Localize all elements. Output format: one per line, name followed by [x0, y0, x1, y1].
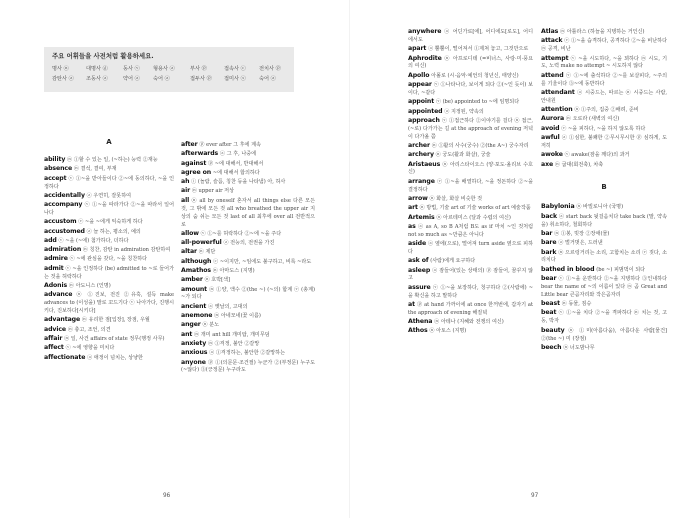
entry-definition: ⓝ ①할 수 있는 일, (~하는) 능력 ②재능 [67, 157, 158, 163]
entry-headword: accompany [44, 201, 83, 209]
entry-headword: attempt [541, 54, 569, 62]
legend-item: 전치사 ⓟ [259, 66, 281, 72]
dictionary-entry [408, 28, 533, 45]
entry-definition: ⓐ ①걱정하는, 불안한 ②갈망하는 [209, 350, 286, 357]
dictionary-entry [44, 265, 174, 282]
dictionary-entry [408, 142, 533, 151]
entry-headword: assure [408, 283, 431, 291]
dictionary-entry [408, 178, 533, 195]
dictionary-entry [181, 187, 315, 196]
entry-definition: ⓐ 벌거벗은, 드러낸 [558, 240, 603, 247]
dictionary-entry [181, 178, 315, 187]
dictionary-entry [181, 321, 315, 330]
dictionary-entry [44, 156, 174, 165]
entry-headword: at [408, 300, 415, 308]
dictionary-entry [541, 249, 667, 266]
entry-definition: ⓥ ①~을 배열하다, ~을 정돈하다 ②~을 결정하다 [408, 178, 533, 193]
entry-definition: ⓝ 아도니스 (인명) [68, 282, 111, 289]
legend-item: 조동사 ⓐ [86, 76, 108, 82]
dictionary-entry [181, 340, 315, 349]
entry-definition: ⓐ 애정이 넘치는, 상냥한 [87, 354, 143, 361]
entry-definition: ⓟ at hand 가까이에 at once 한꺼번에, 갑자기 at the approach of evening 해질녘 [408, 301, 533, 316]
dictionary-entry [181, 160, 315, 169]
entry-definition: ⓥ ~에 영향을 미치다 [65, 345, 115, 352]
entry-headword: beech [541, 343, 562, 351]
entry-headword: appear [408, 81, 432, 88]
dictionary-entry [408, 195, 533, 204]
entry-headword: advance [44, 291, 73, 299]
entry-definition: ⓐ ①심한, 불쾌한 ②무시무시한 ⓟ 심하게, 도저히 [541, 135, 668, 149]
entry-headword: attendant [541, 88, 575, 96]
entry-definition: ⓝ 아리스타이오스 (양·포도·올리브 수호신) [408, 161, 533, 176]
dictionary-entry [408, 327, 533, 336]
dictionary-entry [408, 108, 533, 117]
dictionary-entry [181, 239, 315, 248]
dictionary-column-1 [44, 138, 175, 363]
legend-item: 접미사 ⓢ [224, 76, 246, 82]
entry-definition: ⓝ 아프로디테 (=비너스, 사랑·미·풍요의 여신) [408, 55, 533, 70]
dictionary-entry [181, 230, 315, 239]
entry-headword: as [408, 222, 416, 230]
legend-item: 숙어 ⓐ [153, 76, 170, 82]
entry-definition: ⓝ 결석, 결여, 부재 [73, 166, 117, 173]
entry-headword: accustomed [44, 227, 85, 235]
entry-headword: advice [44, 325, 67, 333]
legend-item: 접속사 ⓒ [224, 66, 246, 72]
dictionary-entry [44, 354, 174, 363]
dictionary-entry [44, 344, 174, 353]
entry-headword: anxious [181, 349, 208, 357]
entry-definition: ⓥ ①~을 치다 ②~을 격파하다 ⓝ 치는 것, 고동, 박자 [541, 310, 667, 325]
entry-headword: archery [408, 151, 434, 159]
dictionary-entry [541, 161, 667, 170]
entry-headword: affectionate [44, 353, 86, 361]
entry-headword: Apollo [408, 71, 430, 79]
entry-headword: bare [541, 239, 557, 247]
entry-definition: ⓐ 시중드는, 따르는 ⓝ 시중드는 사람, 안내원 [541, 89, 667, 104]
dictionary-entry [181, 286, 315, 303]
entry-headword: altar [181, 248, 197, 256]
entry-headword: admiration [44, 246, 82, 254]
legend-item: 명사 ⓝ [52, 66, 69, 72]
dictionary-entry [181, 248, 315, 257]
dictionary-entry [181, 197, 315, 230]
dictionary-entry [541, 37, 667, 54]
entry-definition: ⓝ 칭찬, 감탄 in admiration 감탄하여 [82, 247, 171, 254]
dictionary-entry [541, 300, 667, 309]
dictionary-column-2 [181, 141, 315, 376]
entry-headword: accept [44, 174, 67, 182]
dictionary-entry [44, 316, 174, 325]
entry-headword: air [181, 187, 191, 195]
entry-definition: ⓐ 어딘가로[에], 어디에도[로도], 어디에서도 [408, 29, 534, 43]
dictionary-entry [408, 240, 533, 257]
entry-headword: ability [44, 156, 66, 163]
entry-definition: ⓝ upper air 저상 [191, 188, 234, 195]
entry-definition: ⓝ 아르테미스 (달과 수렵의 여신) [436, 214, 511, 221]
entry-list [541, 28, 667, 169]
entry-definition: ⓥ ①~에 출석하다 ②~를 보살피다, ~주의를 기울이다 ③~에 동반하다 [541, 72, 667, 87]
entry-headword: absence [44, 165, 73, 173]
page-number-right: 97 [531, 492, 539, 499]
entry-definition: ⓝ 분노 [202, 322, 220, 329]
entry-definition: ⓥ ①~을 습격하다, 공격하다 ②~을 비난하다 ⓝ 공격, 비난 [541, 38, 668, 53]
dictionary-entry [541, 28, 667, 37]
entry-headword: bathed in blood [541, 265, 595, 273]
dictionary-entry [181, 150, 315, 159]
dictionary-entry [408, 72, 533, 81]
entry-definition: ⓥ awake(잠을 깨다)의 과거 [564, 152, 630, 159]
entry-headword: art [408, 204, 418, 212]
dictionary-entry [181, 303, 315, 312]
entry-headword: ask of [408, 257, 429, 265]
entry-headword: appointed [408, 107, 443, 115]
dictionary-entry [541, 344, 667, 353]
dictionary-entry [44, 282, 174, 291]
entry-headword: admire [44, 255, 68, 263]
entry-definition: ⓝ 일, 사건 affairs of state 정무(행정 사무) [64, 335, 165, 342]
dictionary-entry [44, 291, 174, 316]
entry-definition: ⓐ 우연히, 잘못하여 [86, 192, 132, 199]
dictionary-entry [181, 276, 315, 285]
entry-headword: approach [408, 116, 440, 124]
entry-headword: amber [181, 276, 203, 284]
entry-definition: ~에 대해서 합의하다 [212, 169, 260, 176]
entry-list [44, 156, 174, 362]
dictionary-entry [408, 223, 533, 240]
entry-definition: ⓟ ever after 그 후에 계속 [199, 142, 261, 148]
entry-definition: ⓝ 방법, 기술 art of 기술 works of art 예술작품 [419, 205, 531, 212]
entry-definition: ⓝ 너도밤나무 [563, 344, 595, 351]
entry-headword: anemone [181, 312, 213, 320]
dictionary-entry [541, 55, 667, 72]
entry-definition: ⓝ 제단 [198, 249, 216, 256]
dictionary-entry [541, 203, 667, 212]
dictionary-entry [181, 169, 315, 178]
dictionary-entry [408, 151, 533, 160]
entry-headword: all [181, 196, 190, 204]
dictionary-entry [541, 72, 667, 89]
entry-headword: accidentally [44, 191, 85, 199]
dictionary-entry [408, 204, 533, 213]
entry-headword: Babylonia [541, 203, 575, 211]
entry-definition: ⓐ 늘 하는, 평소의, 예의 [86, 228, 141, 235]
entry-definition: ⓐ 지정된, 약속의 [444, 108, 484, 115]
dictionary-entry [541, 239, 667, 248]
entry-definition: ⓥ ①~을 따라가다 ②~을 따라서 일어나다 [44, 202, 174, 216]
entry-definition: ⓥ ①~을 보장하다, 청구하다 ②(사람에) ~을 확신을 하고 말하다 [408, 284, 533, 299]
entry-definition: ⓝ 아테나 (지혜와 전쟁의 여신) [434, 319, 504, 326]
entry-definition: ⓐ 잠들어(있는 상태의) ⓟ 잠들어, 꿈꾸지 않고 [408, 267, 533, 282]
dictionary-entry [181, 258, 315, 267]
entry-headword: beat [541, 309, 557, 317]
entry-headword: apart [408, 45, 427, 53]
entry-definition: ⓝ 화살, 화살 비슷한 것 [429, 195, 483, 202]
entry-headword: bear [541, 275, 557, 282]
legend-box [44, 47, 294, 92]
entry-headword: amount [181, 285, 208, 293]
entry-headword: although [181, 257, 212, 265]
dictionary-entry [541, 125, 667, 134]
dictionary-entry [181, 331, 315, 340]
dictionary-entry [541, 275, 667, 300]
entry-definition: ⓝ ①활의 사수(궁수) ②(the A~) 궁수자리 [431, 142, 529, 149]
entry-headword: aside [408, 240, 427, 247]
entry-definition: ⓐ as A, so B A처럼 B도 as if 마치 ~인 것처럼 not so much as ~만큼은 아니다 [408, 223, 533, 238]
dictionary-entry [408, 55, 533, 72]
dictionary-entry [408, 301, 533, 318]
entry-definition: ⓐ 옆에(으로), 떨어져 turn aside 옆으로 피하다 [408, 241, 533, 255]
legend-item: 동사 ⓥ [123, 66, 140, 72]
letter-heading-a: A [106, 138, 112, 146]
entry-headword: anyone [181, 358, 206, 366]
entry-headword: ah [181, 178, 190, 186]
entry-definition: (be ~) 피범벅이 되다 [596, 266, 646, 273]
entry-headword: avoid [541, 124, 560, 132]
entry-definition: ⓝ ①미(아름다움), 아름다운 사람[물건] ②(the ~) 미 (장점) [541, 327, 667, 342]
entry-definition: ⓐ start back 뒷걸음치다 take back (말, 약속을) 취소하다, 철회하다 [541, 213, 667, 228]
dictionary-entry [44, 165, 174, 174]
entry-headword: Amathos [181, 266, 212, 274]
entry-headword: appoint [408, 98, 435, 106]
entry-headword: advantage [44, 316, 81, 324]
entry-headword: anywhere [408, 28, 442, 35]
entry-definition: ⓝ all by oneself 혼자서 all things else 다른 모든 것, 그 밖에 모든 것 all who breathed the upper air 지상의 숨 쉬는 모든 것 last of all 최후에 over all 전반적으로 [181, 197, 315, 228]
entry-definition: ⓝ 아토스 (지명) [429, 328, 467, 335]
legend-title: 주요 어휘들을 사전처럼 활용하세요. [52, 52, 154, 60]
entry-definition: 아폴로 (시·음악·예언의 청년신, 태양신) [431, 72, 519, 79]
dictionary-entry [181, 141, 315, 150]
entry-definition: ⓝ ①봉, 빗장 ②장애(물) [554, 230, 610, 237]
entry-definition: ⓝ 개미 ant hill 개미탑, 개미무덤 [194, 331, 270, 338]
legend-item: 부사 ⓟ [190, 66, 207, 72]
dictionary-entry [541, 106, 667, 115]
entry-definition: ⓝ 굽대(회전축), 차축 [554, 161, 604, 168]
entry-definition: (사람)에게 요구하다 [430, 258, 476, 265]
dictionary-entry [541, 134, 667, 151]
entry-definition: ⓟ ①(의문문·조건절) 누군가 ②(부정문) 누구도 (~않다) ③(긍정문) 누구라도 [181, 359, 316, 374]
dictionary-entry [408, 45, 533, 54]
dictionary-column-4 [541, 28, 667, 353]
entry-headword: all-powerful [181, 239, 222, 247]
dictionary-entry [408, 284, 533, 301]
entry-headword: arrange [408, 177, 435, 185]
dictionary-entry [181, 267, 315, 276]
entry-headword: attention [541, 106, 573, 114]
entry-definition: ⓥ (be) appointed to ~에 임명되다 [435, 99, 520, 106]
entry-headword: anger [181, 321, 201, 329]
legend-item: 형용사 ⓐ [153, 66, 175, 72]
entry-headword: attend [541, 71, 564, 79]
entry-headword: ant [181, 330, 193, 338]
dictionary-entry [408, 98, 533, 107]
dictionary-entry [181, 312, 315, 321]
dictionary-entry [541, 230, 667, 239]
entry-definition: ⓝ 아마도스 (지명) [212, 267, 255, 274]
entry-definition: ⓝ 동물, 짐승 [561, 301, 592, 308]
entry-headword: anxiety [181, 339, 207, 347]
entry-headword: beast [541, 300, 560, 308]
entry-definition: ⓝ ①진보, 전진 ②유혹, 설득 make advances to (이성을) 말로 꼬드기다 ⓥ 나아가다, 진행시키다, 진보하다[시키다] [44, 292, 175, 315]
entry-definition: ⓝ 아네모네(꽃 이름) [214, 313, 261, 320]
entry-headword: bark [541, 248, 557, 256]
dictionary-entry [541, 327, 667, 344]
entry-headword: asleep [408, 266, 431, 274]
legend-grid [52, 65, 292, 82]
entry-headword: bar [541, 229, 553, 237]
dictionary-entry [541, 89, 667, 106]
dictionary-entry [44, 192, 174, 201]
legend-item: 약어 ⓐ [123, 76, 140, 82]
entry-definition: ⓒ ~이지만, ~임에도 불구하고, 비록 ~라도 [213, 258, 312, 265]
entry-list [541, 203, 667, 352]
entry-headword: awful [541, 134, 560, 141]
dictionary-entry [181, 359, 315, 376]
dictionary-entry [541, 115, 667, 124]
entry-headword: allow [181, 229, 199, 237]
entry-definition: ⓥ ~을 (~에) 첨가하다, 더하다 [58, 237, 129, 244]
legend-item: 감탄사 ⓐ [52, 76, 74, 82]
dictionary-entry [408, 161, 533, 178]
entry-headword: add [44, 236, 57, 244]
dictionary-entry [44, 218, 174, 227]
entry-definition: ⓝ 충고, 조언, 의견 [67, 326, 111, 333]
entry-definition: ⓥ ~을 피하다, ~을 하지 않도록 하다 [561, 125, 646, 132]
entry-headword: affect [44, 344, 64, 352]
entry-headword: beauty [541, 326, 565, 334]
dictionary-entry [44, 255, 174, 264]
entry-definition: ⓐ 뿔뿔이, 떨어져서 ①제쳐 놓고, 그것만으로 [428, 46, 529, 53]
entry-definition: ⓥ ~을 시도하다, ~을 꾀하다 ⓝ 시도, 기도, 노력 make no attempt ~ 시도하지 않다 [541, 55, 668, 70]
entry-list [181, 141, 315, 375]
entry-definition: ⓥ ~을 인정하다 (be) admitted to ~로 들어가는 것을 허락하다 [44, 265, 174, 280]
entry-definition: ⓝ ①주의, 집중 ②배려, 준비 [574, 107, 639, 114]
right-page [350, 0, 700, 518]
dictionary-entry [44, 335, 174, 344]
dictionary-entry [408, 257, 533, 266]
entry-definition: ⓥ ①~를 허락하다 ②~에 ~을 주다 [200, 230, 282, 237]
entry-headword: Athena [408, 318, 433, 326]
entry-headword: Adonis [44, 281, 68, 289]
entry-definition: ⓝ 궁도(활과 화살), 궁술 [435, 152, 491, 159]
entry-headword: after [181, 141, 198, 148]
dictionary-entry [541, 266, 667, 275]
dictionary-entry [541, 151, 667, 160]
dictionary-entry [44, 246, 174, 255]
legend-item: 숙어 ⓐ [259, 76, 276, 82]
entry-headword: agree on [181, 168, 212, 176]
entry-headword: attack [541, 37, 563, 45]
entry-definition: ⓐ 그 후, 나중에 [219, 151, 257, 158]
dictionary-entry [408, 267, 533, 284]
dictionary-entry [541, 309, 667, 326]
entry-headword: axe [541, 160, 554, 168]
dictionary-entry [408, 117, 533, 142]
letter-heading-b: B [601, 183, 607, 192]
entry-headword: Atlas [541, 28, 559, 35]
dictionary-entry [408, 318, 533, 327]
entry-definition: ⓥ ①~을 받아들이다 ②~에 동의하다, ~을 인정하다 [44, 175, 174, 190]
dictionary-entry [408, 81, 533, 98]
page-number-left: 96 [163, 492, 171, 499]
entry-definition: ⓘ (놀람, 슬픔, 칭찬 등을 나타냄) 아, 허사 [191, 179, 286, 186]
entry-definition: ⓟ ~에 대해서, 반대해서 [208, 160, 264, 167]
entry-headword: awoke [541, 151, 563, 159]
entry-definition: ⓐ 옛날의, 고대의 [208, 303, 248, 310]
dictionary-entry [44, 228, 174, 237]
entry-definition: ⓥ ~에 관심을 갖다, ~을 칭찬하다 [69, 256, 148, 263]
entry-headword: accustom [44, 218, 77, 226]
entry-headword: archer [408, 141, 430, 149]
entry-headword: Athos [408, 327, 428, 335]
dictionary-entry [408, 214, 533, 223]
entry-definition: ⓝ 으르렁거리는 소리, 고함치는 소리 ⓥ 짖다, 소리치다 [541, 249, 667, 264]
entry-headword: Aphrodite [408, 54, 442, 62]
entry-headword: against [181, 159, 207, 167]
entry-definition: ⓥ ~을 ~에게 익숙하게 하다 [78, 219, 143, 226]
entry-headword: back [541, 212, 557, 220]
entry-headword: afterwards [181, 150, 219, 158]
entry-list [408, 28, 533, 336]
dictionary-column-3 [408, 28, 533, 337]
dictionary-entry [181, 349, 315, 358]
entry-headword: Aristaeus [408, 160, 441, 168]
dictionary-entry [541, 213, 667, 230]
entry-headword: Artemis [408, 213, 435, 221]
dictionary-entry [44, 237, 174, 246]
legend-item: 접두사 ⓟ [190, 76, 212, 82]
entry-headword: ancient [181, 302, 207, 310]
entry-definition: ⓝ 아틀라스 (하늘을 지탱하는 거인신) [560, 29, 645, 35]
dictionary-entry [44, 326, 174, 335]
entry-definition: ⓥ ①나타나다, 보이게 되다 ②(~인 듯이) 보이다, ~같다 [408, 82, 534, 96]
entry-headword: admit [44, 264, 64, 272]
entry-definition: ⓥ ①접근하다 ②이야기를 걸다 ⓝ 접근, (~로) 다가가는 길 at the approach of evening 저녁이 다가올 쯤 [408, 117, 534, 140]
dictionary-entry [44, 175, 174, 192]
entry-definition: ⓝ 바빌로니아 (국명) [576, 204, 624, 211]
entry-headword: affair [44, 334, 63, 342]
entry-headword: Aurora [541, 115, 565, 123]
entry-definition: ⓥ ①~을 운반하다 ②~을 지탱하다 ③인내하다 bear the name of ~의 이름이 있다 ⓝ 곰 Great and Little bear 큰곰자리와 작은곰자리 [541, 276, 668, 298]
legend-item: 대명사 ⓓ [86, 66, 108, 72]
entry-definition: ⓝ ①걱정, 불안 ②갈망 [207, 340, 260, 347]
entry-definition: ⓝ 오로라 (새벽의 여신) [565, 116, 620, 123]
entry-definition: ⓐ 전능의, 전권을 가진 [223, 240, 275, 247]
entry-headword: arrow [408, 194, 428, 202]
entry-definition: ⓝ ①양, 액수 ②(the ~) (~의) 합계 ⓥ (총계) ~가 되다 [181, 286, 315, 301]
dictionary-entry [44, 201, 174, 218]
entry-definition: ⓝ 호박[색] [204, 277, 231, 284]
entry-definition: ⓝ 유리한 점[입장], 장점, 우월 [81, 317, 150, 324]
